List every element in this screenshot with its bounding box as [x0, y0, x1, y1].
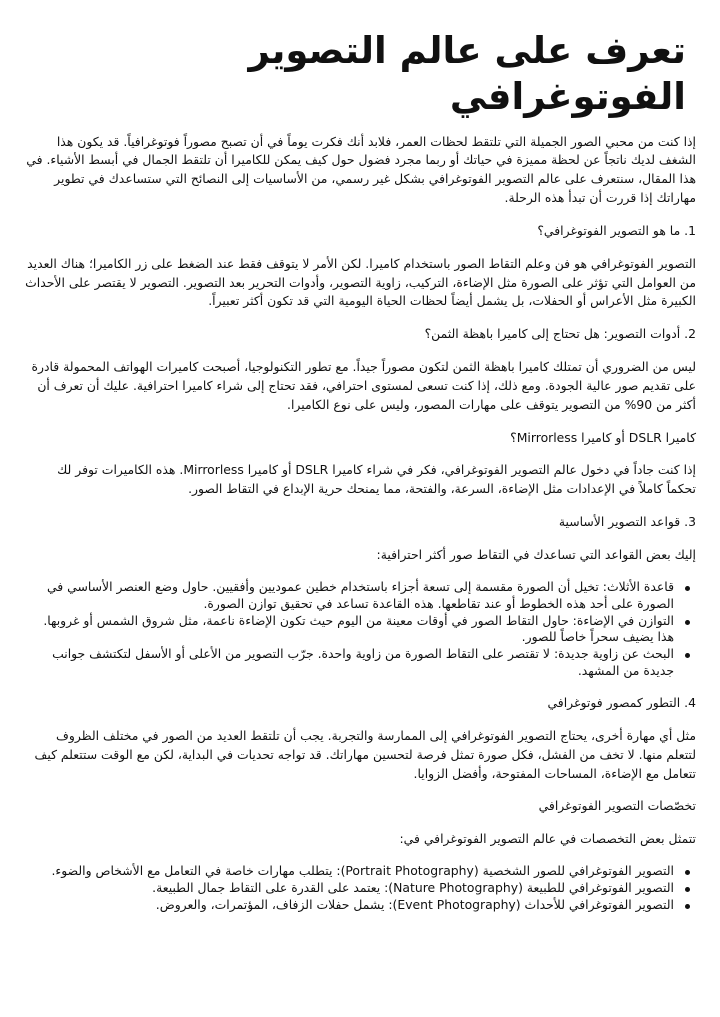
section-1-body: التصوير الفوتوغرافي هو فن وعلم التقاط الصور باستخدام كاميرا. لكن الأمر لا يتوقف فقط عند الضغط على زر الكاميرا؛ هناك العديد من العوامل التي تؤثر على الصورة مثل الإضاءة، التركيب، زاوية التصوير، وأدوات التحرير بعد التصوير. التصوير لا يقتصر على الأحداث الكبيرة مثل الأعراس أو الحفلات، بل يشمل أيضاً لحظات الحياة اليومية التي قد تكون أكثر تعبيراً. — [25, 255, 696, 309]
list-item: قاعدة الأثلاث: تخيل أن الصورة مقسمة إلى تسعة أجزاء باستخدام خطين عموديين وأفقيين. حاول وضع العنصر الأساسي في الصورة على أحد هذه الخطوط أو عند تقاطعها. هذه القاعدة تساعد في تحقيق توازن الصورة. — [24, 579, 674, 613]
section-3-intro: إليك بعض القواعد التي تساعدك في التقاط صور أكثر احترافية: — [376, 547, 696, 562]
section-4-body: مثل أي مهارة أخرى، يحتاج التصوير الفوتوغرافي إلى الممارسة والتجربة. يجب أن تلتقط العديد من الصور في مختلف الظروف لتتعلم منها. لا تخف من الفشل، فكل صورة تمثل فرصة لتحسين مهاراتك. قد تواجه تحديات في البداية، لكن مع الوقت ستتعلم كيف تتعامل مع الإضاءة، المساحات المفتوحة، وأفضل الزوايا. — [34, 727, 696, 781]
list-item: التصوير الفوتوغرافي للأحداث (Event Photography): يشمل حفلات الزفاف، المؤتمرات، والعروض. — [24, 897, 674, 914]
section-2-body: ليس من الضروري أن تمتلك كاميرا باهظة الثمن لتكون مصوراً جيداً. مع تطور التكنولوجيا، أصبحت كاميرات الهواتف المحمولة قادرة على تقديم صور عالية الجودة. ومع ذلك، إذا كنت تسعى لمستوى احترافي، فقد تحتاج إلى شراء كاميرا احترافية. عليك أن تعرف أن أكثر من 90% من التصوير يتوقف على مهارات المصور، وليس على نوع الكاميرا. — [31, 359, 696, 412]
list-item: التوازن في الإضاءة: حاول التقاط الصور في أوقات معينة من اليوم حيث تكون الإضاءة ناعمة، مثل شروق الشمس أو غروبها. هذا يضيف سحراً خاصاً للصور. — [24, 613, 674, 647]
section-4-heading: 4. التطور كمصور فوتوغرافي — [547, 695, 696, 710]
section-1-heading: 1. ما هو التصوير الفوتوغرافي؟ — [537, 222, 696, 238]
list-item: البحث عن زاوية جديدة: لا تقتصر على التقاط الصورة من زاوية واحدة. جرّب التصوير من الأعلى أو الأسفل لتكتشف جوانب جديدة من المشهد. — [24, 646, 674, 680]
list-item: التصوير الفوتوغرافي للصور الشخصية (Portrait Photography): يتطلب مهارات خاصة في التعامل مع الأشخاص والضوء. — [24, 863, 674, 880]
rules-list — [24, 579, 696, 680]
specializations-heading: تخصّصات التصوير الفوتوغرافي — [538, 798, 696, 814]
article-title: تعرف على عالم التصوير الفوتوغرافي — [248, 29, 686, 119]
specializations-intro: تتمثل بعض التخصصات في عالم التصوير الفوتوغرافي في: — [399, 831, 696, 847]
section-2-heading: 2. أدوات التصوير: هل تحتاج إلى كاميرا باهظة الثمن؟ — [424, 326, 696, 342]
section-3-heading: 3. قواعد التصوير الأساسية — [558, 514, 696, 530]
dslr-subheading: كاميرا DSLR أو كاميرا Mirrorless؟ — [510, 429, 696, 445]
intro-paragraph: إذا كنت من محبي الصور الجميلة التي تلتقط لحظات العمر، فلابد أنك فكرت يوماً في أن تصبح مصوراً فوتوغرافياً. قد يكون هذا الشغف لديك ناتجاً عن لحظة مميزة في حياتك أو ربما مجرد فضول حول كيف يمكن للكاميرا أن تلتقط الجمال في أبسط الأشياء. في هذا المقال، سنتعرف على عالم التصوير الفوتوغرافي بشكل غير رسمي، من الأساسيات إلى النصائح التي ستساعدك في تطوير مهاراتك إذا قررت أن تبدأ هذه الرحلة. — [26, 133, 696, 206]
specializations-list — [24, 863, 696, 914]
list-item: التصوير الفوتوغرافي للطبيعة (Nature Photography): يعتمد على القدرة على التقاط جمال الطبيعة. — [24, 880, 674, 897]
dslr-body: إذا كنت جاداً في دخول عالم التصوير الفوتوغرافي، فكر في شراء كاميرا DSLR أو كاميرا Mirrorless. هذه الكاميرات توفر لك تحكماً كاملاً في الإعدادات مثل الإضاءة، السرعة، والفتحة، مما يمنحك حرية الإبداع في التقاط الصور. — [57, 462, 696, 497]
